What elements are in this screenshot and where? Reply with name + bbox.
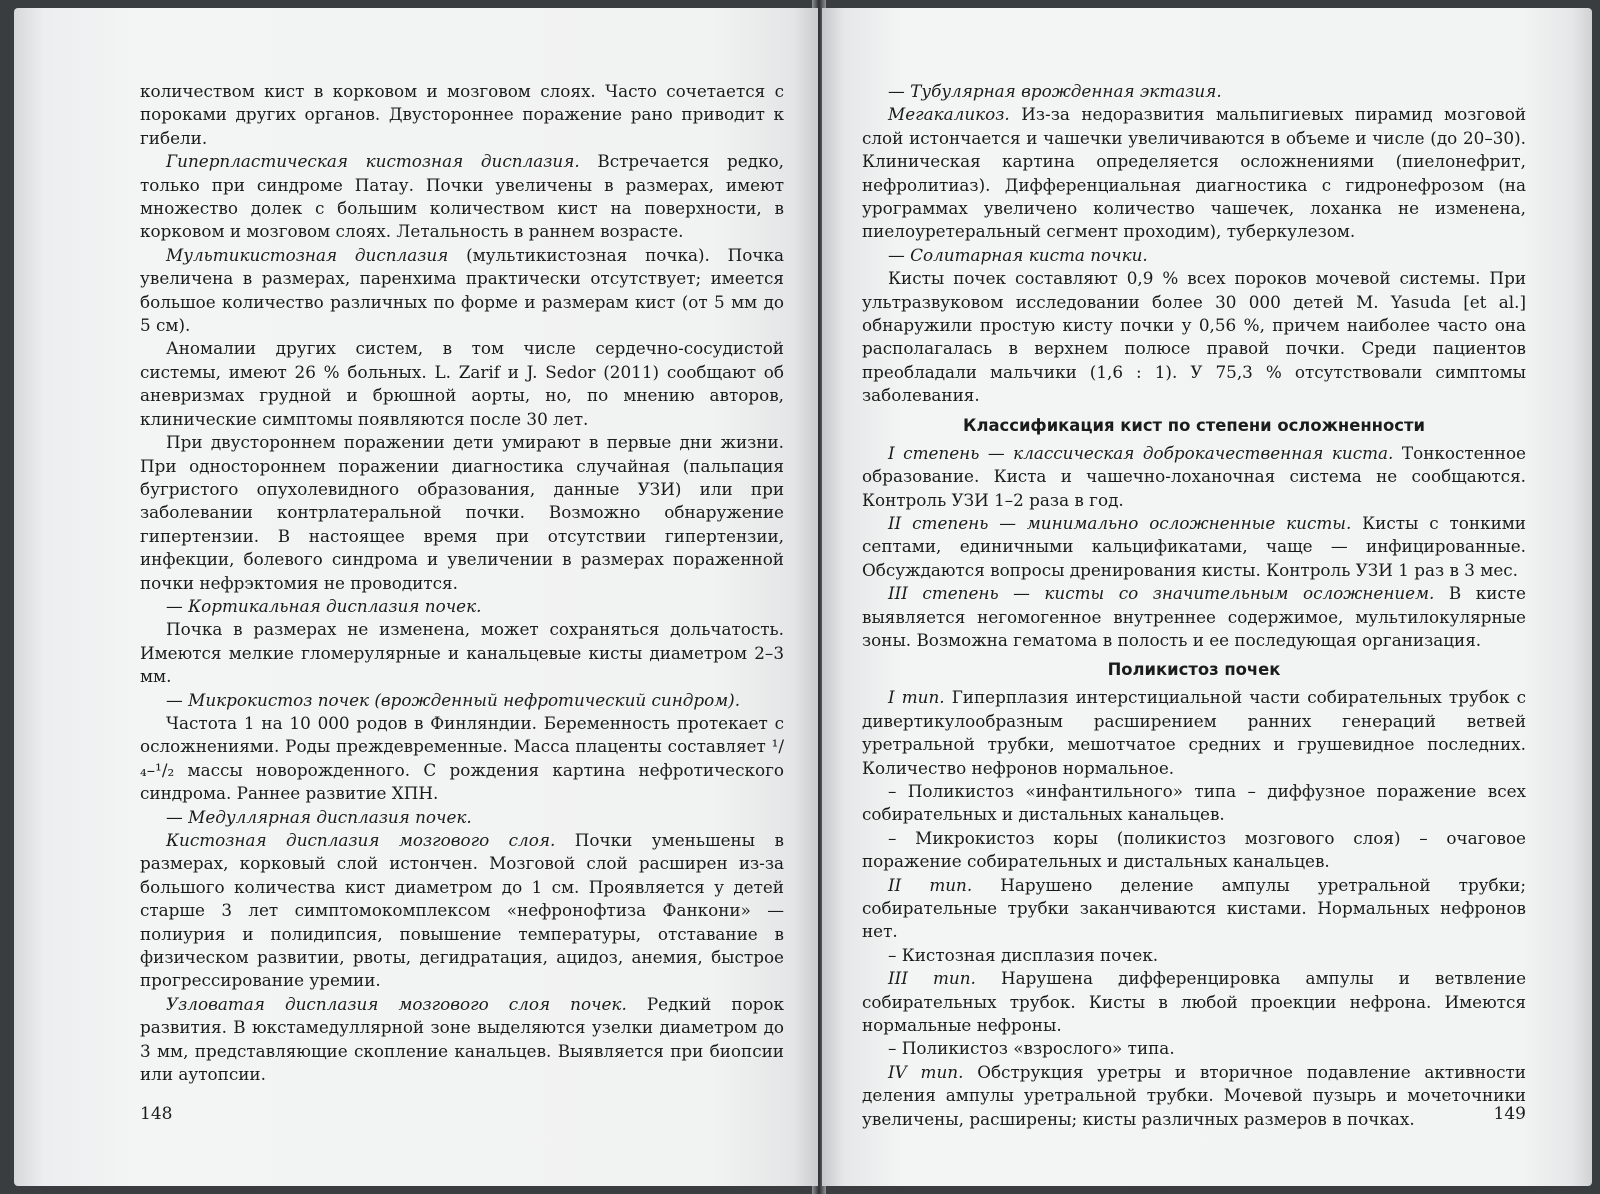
paragraph: — Кортикальная дисплазия почек.: [166, 595, 482, 616]
paragraph: — Микрокистоз почек (врожденный нефротический синдром).: [166, 689, 741, 710]
paragraph: Частота 1 на 10 000 родов в Финляндии. Беременность протекает с осложнениями. Роды преждевременные. Масса плаценты составляет ¹/₄–¹/₂ массы новорожденного. С рождения картина нефротического синдрома. Раннее развитие ХПН.: [140, 712, 784, 804]
paragraph: – Поликистоз «взрослого» типа.: [888, 1038, 1175, 1059]
left-page-text: [140, 80, 784, 1086]
paragraph: Узловатая дисплазия мозгового слоя почек. Редкий порок развития. В юкстамедуллярной зоне выделяются узелки диаметром до 3 мм, представляющие скопление канальцев. Выявляется при биопсии или аутопсии.: [140, 993, 784, 1085]
right-page: [822, 8, 1592, 1186]
section-heading: Поликистоз почек: [1107, 660, 1281, 680]
paragraph: Почка в размерах не изменена, может сохраняться дольчатость. Имеются мелкие гломерулярные и канальцевые кисты диаметром 2–3 мм.: [140, 619, 784, 687]
paragraph: IV тип. Обструкция уретры и вторичное подавление активности деления ампулы уретральной трубки. Мочевой пузырь и мочеточники увеличены, расширены; кисты различных размеров в почках.: [862, 1061, 1526, 1129]
paragraph: – Поликистоз «инфантильного» типа – диффузное поражение всех собирательных и дистальных канальцев.: [862, 780, 1526, 825]
paragraph: – Микрокистоз коры (поликистоз мозгового слоя) – очаговое поражение собирательных и дистальных канальцев.: [862, 827, 1526, 872]
paragraph: II тип. Нарушено деление ампулы уретральной трубки; собирательные трубки заканчиваются кистами. Нормальных нефронов нет.: [862, 874, 1526, 942]
paragraph: III тип. Нарушена дифференцировка ампулы и ветвление собирательных трубок. Кисты в любой проекции нефрона. Имеются нормальные нефроны.: [862, 968, 1527, 1036]
paragraph: количеством кист в корковом и мозговом слоях. Часто сочетается с пороками других органов. Двустороннее поражение рано приводит к гибели.: [140, 81, 784, 148]
left-page: [14, 8, 818, 1186]
paragraph: I тип. Гиперплазия интерстициальной части собирательных трубок с дивертикулообразным расширением ранних генераций ветвей уретральной трубки, мешотчатое средних и грушевидное последних. Количество нефронов нормальное.: [862, 687, 1526, 778]
page-number-right: 149: [1493, 1103, 1526, 1124]
paragraph: Кистозная дисплазия мозгового слоя. Почки уменьшены в размерах, корковый слой истончен. Мозговой слой расширен из-за большого количества кист диаметром до 1 см. Проявляется у детей старше 3 лет симптомокомплексом «нефронофтиза Фанкони» — полиурия и полидипсия, повышение температуры, отставание в физическом развитии, рвоты, дегидратация, ацидоз, анемия, быстрое прогрессирование уремии.: [140, 830, 784, 991]
page-number-left: 148: [140, 1103, 173, 1124]
paragraph: При двустороннем поражении дети умирают в первые дни жизни. При одностороннем поражении диагностика случайная (пальпация бугристого опухолевидного образования, данные УЗИ) или при заболевании контрлатеральной почки. Возможно обнаружение гипертензии. В настоящее время при отсутствии гипертензии, инфекции, болевого синдрома и увеличении в размерах пораженной почки нефрэктомия не проводится.: [140, 432, 784, 593]
paragraph: Кисты почек составляют 0,9 % всех пороков мочевой системы. При ультразвуковом исследовании более 30 000 детей M. Yasuda [et al.] обнаружили простую кисту почки у 0,56 %, причем наиболее часто она располагалась в верхнем полюсе правой почки. Среди пациентов преобладали мальчики (1,6 : 1). У 75,3 % отсутствовали симптомы заболевания.: [862, 268, 1526, 406]
right-page-text: [862, 80, 1526, 1131]
paragraph: — Солитарная киста почки.: [888, 244, 1148, 265]
paragraph: Мегакаликоз. Из-за недоразвития мальпигиевых пирамид мозговой слой истончается и чашечки увеличиваются в объеме и числе (до 20–30). Клиническая картина определяется осложнениями (пиелонефрит, нефролитиаз). Дифференциальная диагностика с гидронефрозом (на урограммах увеличено количество чашечек, лоханка не изменена, пиелоуретеральный сегмент проходим), туберкулезом.: [862, 104, 1526, 242]
paragraph: Аномалии других систем, в том числе сердечно-сосудистой системы, имеют 26 % больных. L. Zarif и J. Sedor (2011) сообщают об аневризмах грудной и брюшной аорты, но, по мнению авторов, клинические симптомы появляются после 30 лет.: [140, 338, 784, 429]
paragraph: — Тубулярная врожденная эктазия.: [888, 81, 1222, 101]
paragraph: II степень — минимально осложненные кисты. Кисты с тонкими септами, единичными кальцификатами, чаще — инфицированные. Обсуждаются вопросы дренирования кисты. Контроль УЗИ 1 раз в 3 мес.: [862, 512, 1526, 580]
paragraph: Мультикистозная дисплазия (мультикистозная почка). Почка увеличена в размерах, паренхима практически отсутствует; имеется большое количество различных по форме и размерам кист (от 5 мм до 5 см).: [140, 244, 784, 336]
paragraph: – Кистозная дисплазия почек.: [888, 944, 1159, 965]
paragraph: Гиперпластическая кистозная дисплазия. Встречается редко, только при синдроме Патау. Почки увеличены в размерах, имеют множество долек с большим количеством кист на поверхности, в корковом и мозговом слоях. Летальность в раннем возрасте.: [140, 151, 784, 242]
paragraph: I степень — классическая доброкачественная киста. Тонкостенное образование. Киста и чашечно-лоханочная система не сообщаются. Контроль УЗИ 1–2 раза в год.: [862, 442, 1526, 510]
paragraph: — Медуллярная дисплазия почек.: [166, 806, 472, 827]
paragraph: III степень — кисты со значительным осложнением. В кисте выявляется негомогенное внутреннее содержимое, мультилокулярные зоны. Возможна гематома в полость и ее последующая организация.: [862, 583, 1526, 650]
section-heading: Классификация кист по степени осложненности: [963, 415, 1425, 435]
